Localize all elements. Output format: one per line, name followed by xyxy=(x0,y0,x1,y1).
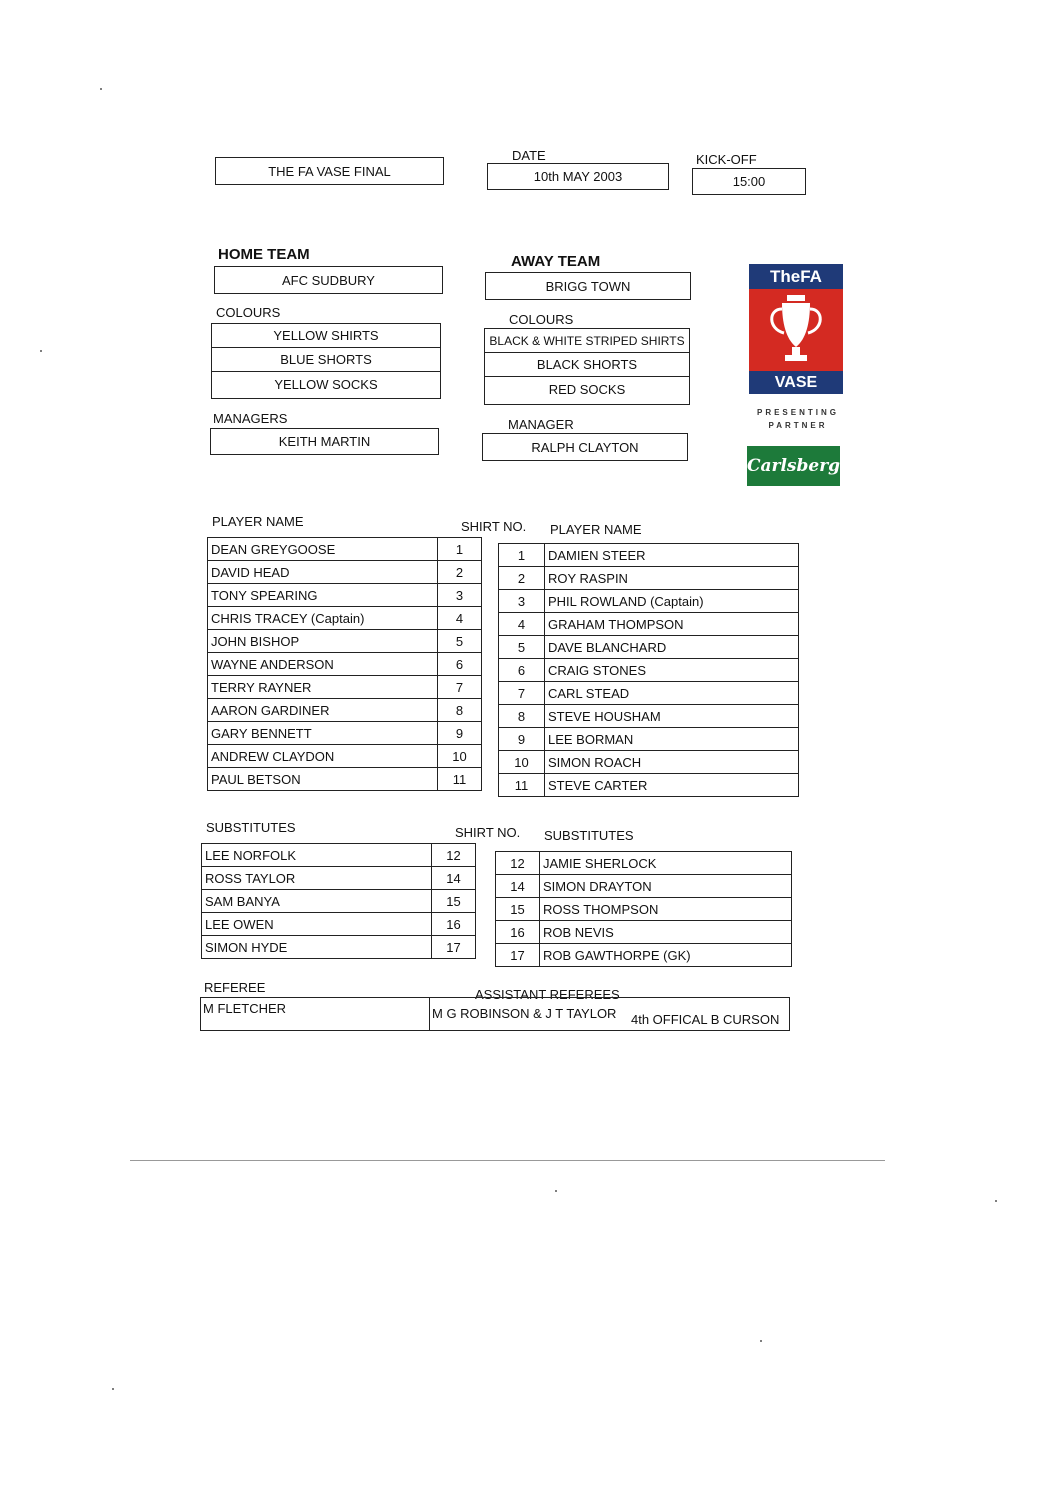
fa-logo-text: TheFA xyxy=(770,266,822,286)
fa-vase-logo xyxy=(749,264,843,394)
officials-row xyxy=(200,997,790,1031)
away-subs-number: 15 xyxy=(496,898,540,921)
home-colours-list xyxy=(211,323,441,399)
home-subs-name: SIMON HYDE xyxy=(202,936,432,959)
home-players-name: DEAN GREYGOOSE xyxy=(208,538,438,561)
away-players-name: PHIL ROWLAND (Captain) xyxy=(545,590,799,613)
away-subs-number: 14 xyxy=(496,875,540,898)
speck xyxy=(40,350,42,352)
away-subs-name: ROB NEVIS xyxy=(540,921,792,944)
away-subs-row xyxy=(496,875,792,898)
away-players-number: 10 xyxy=(499,751,545,774)
away-subs-row xyxy=(496,898,792,921)
away-players-name: SIMON ROACH xyxy=(545,751,799,774)
home-players-row xyxy=(208,561,482,584)
date-value: 10th MAY 2003 xyxy=(533,169,623,184)
home-team-name-field xyxy=(214,266,443,294)
competition-field xyxy=(215,157,444,185)
home-subs-row xyxy=(202,936,476,959)
home-players-row xyxy=(208,699,482,722)
away-players-name: ROY RASPIN xyxy=(545,567,799,590)
competition-value: THE FA VASE FINAL xyxy=(268,163,391,179)
home-players-name: PAUL BETSON xyxy=(208,768,438,791)
away-subs-number: 16 xyxy=(496,921,540,944)
home-colour-shorts: BLUE SHORTS xyxy=(212,348,440,372)
speck xyxy=(995,1200,997,1202)
home-players-number: 7 xyxy=(438,676,482,699)
away-players-row xyxy=(499,544,799,567)
trophy-icon xyxy=(749,289,843,371)
trophy-panel xyxy=(749,289,843,371)
away-manager: RALPH CLAYTON xyxy=(531,439,639,455)
home-players-row xyxy=(208,768,482,791)
away-players-number: 4 xyxy=(499,613,545,636)
away-players-name: LEE BORMAN xyxy=(545,728,799,751)
away-players-name: DAMIEN STEER xyxy=(545,544,799,567)
home-players-number: 4 xyxy=(438,607,482,630)
away-players-row xyxy=(499,682,799,705)
fourth-official-value: 4th OFFICAL B CURSON xyxy=(631,1012,780,1027)
away-players-row xyxy=(499,659,799,682)
date-label: DATE xyxy=(512,148,546,163)
away-team-name: BRIGG TOWN xyxy=(545,278,631,294)
home-subs-number: 12 xyxy=(432,844,476,867)
away-player-name-header: PLAYER NAME xyxy=(550,522,642,537)
away-subs-name: SIMON DRAYTON xyxy=(540,875,792,898)
away-players-number: 1 xyxy=(499,544,545,567)
away-subs-number: 17 xyxy=(496,944,540,967)
home-player-name-header: PLAYER NAME xyxy=(212,514,304,529)
home-team-heading: HOME TEAM xyxy=(218,246,310,263)
kickoff-value: 15:00 xyxy=(732,174,766,189)
away-manager-field xyxy=(482,433,688,461)
away-colours-label: COLOURS xyxy=(509,312,574,327)
home-players-number: 5 xyxy=(438,630,482,653)
home-players-name: AARON GARDINER xyxy=(208,699,438,722)
away-players-number: 6 xyxy=(499,659,545,682)
away-players-row xyxy=(499,705,799,728)
referee-label: REFEREE xyxy=(204,980,266,995)
subs-shirt-no-header: SHIRT NO. xyxy=(455,825,521,840)
home-players-number: 6 xyxy=(438,653,482,676)
away-colours-list xyxy=(484,328,690,405)
home-manager-label: MANAGERS xyxy=(213,411,288,426)
away-subs-row xyxy=(496,852,792,875)
home-players-number: 10 xyxy=(438,745,482,768)
partner-text: PARTNER xyxy=(768,421,828,430)
assistants-value: M G ROBINSON & J T TAYLOR xyxy=(432,1006,617,1021)
away-players-name: GRAHAM THOMPSON xyxy=(545,613,799,636)
home-players-row xyxy=(208,653,482,676)
away-colour-shorts: BLACK SHORTS xyxy=(485,353,689,377)
home-players-row xyxy=(208,584,482,607)
presenting-text: PRESENTING xyxy=(756,408,839,417)
away-team-heading: AWAY TEAM xyxy=(511,253,601,270)
away-players-row xyxy=(499,636,799,659)
away-subs-number: 12 xyxy=(496,852,540,875)
away-players-number: 8 xyxy=(499,705,545,728)
home-players-name: TONY SPEARING xyxy=(208,584,438,607)
home-colour-shirts: YELLOW SHIRTS xyxy=(212,324,440,348)
away-players-number: 5 xyxy=(499,636,545,659)
home-players-name: GARY BENNETT xyxy=(208,722,438,745)
away-subs-row xyxy=(496,944,792,967)
home-subs-number: 15 xyxy=(432,890,476,913)
away-players-row xyxy=(499,590,799,613)
shirt-no-header: SHIRT NO. xyxy=(461,519,527,534)
away-players-number: 7 xyxy=(499,682,545,705)
home-subs-name: LEE OWEN xyxy=(202,913,432,936)
away-players-name: DAVE BLANCHARD xyxy=(545,636,799,659)
home-subs-number: 14 xyxy=(432,867,476,890)
home-colours-label: COLOURS xyxy=(216,305,281,320)
away-subs-table xyxy=(495,851,792,967)
carlsberg-text: Carlsberg xyxy=(746,456,841,476)
home-players-name: CHRIS TRACEY (Captain) xyxy=(208,607,438,630)
away-players-number: 9 xyxy=(499,728,545,751)
away-subs-header: SUBSTITUTES xyxy=(544,828,634,843)
home-players-number: 3 xyxy=(438,584,482,607)
away-colour-socks: RED SOCKS xyxy=(548,381,626,397)
home-players-name: DAVID HEAD xyxy=(208,561,438,584)
home-subs-row xyxy=(202,867,476,890)
home-colour-socks: YELLOW SOCKS xyxy=(274,376,378,392)
fa-logo-top xyxy=(749,264,843,289)
home-players-name: JOHN BISHOP xyxy=(208,630,438,653)
page-divider-line xyxy=(130,1160,885,1161)
home-players-row xyxy=(208,607,482,630)
home-players-number: 9 xyxy=(438,722,482,745)
carlsberg-logo xyxy=(747,446,840,486)
away-subs-name: JAMIE SHERLOCK xyxy=(540,852,792,875)
home-subs-name: SAM BANYA xyxy=(202,890,432,913)
away-team-name-field xyxy=(485,272,691,300)
home-subs-name: ROSS TAYLOR xyxy=(202,867,432,890)
away-manager-label: MANAGER xyxy=(508,417,574,432)
home-subs-row xyxy=(202,890,476,913)
home-players-row xyxy=(208,630,482,653)
home-subs-number: 17 xyxy=(432,936,476,959)
home-players-table xyxy=(207,537,482,791)
away-players-row xyxy=(499,774,799,797)
away-players-number: 3 xyxy=(499,590,545,613)
home-players-name: ANDREW CLAYDON xyxy=(208,745,438,768)
home-team-name: AFC SUDBURY xyxy=(282,272,375,288)
home-players-number: 2 xyxy=(438,561,482,584)
home-subs-row xyxy=(202,844,476,867)
vase-logo-bottom xyxy=(749,371,843,394)
away-players-row xyxy=(499,613,799,636)
speck xyxy=(555,1190,557,1192)
home-players-name: WAYNE ANDERSON xyxy=(208,653,438,676)
speck xyxy=(760,1340,762,1342)
kickoff-field xyxy=(692,168,806,195)
home-players-number: 1 xyxy=(438,538,482,561)
home-manager-field xyxy=(210,428,439,455)
home-players-number: 11 xyxy=(438,768,482,791)
home-subs-row xyxy=(202,913,476,936)
away-players-name: STEVE HOUSHAM xyxy=(545,705,799,728)
away-players-table xyxy=(498,543,799,797)
away-subs-name: ROB GAWTHORPE (GK) xyxy=(540,944,792,967)
home-players-row xyxy=(208,538,482,561)
away-players-name: CARL STEAD xyxy=(545,682,799,705)
away-players-name: CRAIG STONES xyxy=(545,659,799,682)
speck xyxy=(100,88,102,90)
away-subs-name: ROSS THOMPSON xyxy=(540,898,792,921)
referee-cell xyxy=(201,998,430,1030)
away-players-number: 2 xyxy=(499,567,545,590)
home-subs-table xyxy=(201,843,476,959)
referee-value: M FLETCHER xyxy=(203,1001,287,1016)
away-players-row xyxy=(499,751,799,774)
vase-logo-text: VASE xyxy=(774,373,818,391)
home-players-row xyxy=(208,722,482,745)
home-players-name: TERRY RAYNER xyxy=(208,676,438,699)
away-players-row xyxy=(499,728,799,751)
home-subs-header: SUBSTITUTES xyxy=(206,820,296,835)
home-players-number: 8 xyxy=(438,699,482,722)
home-players-row xyxy=(208,745,482,768)
date-field xyxy=(487,163,669,190)
away-players-name: STEVE CARTER xyxy=(545,774,799,797)
speck xyxy=(112,1388,114,1390)
away-colour-shirts: BLACK & WHITE STRIPED SHIRTS xyxy=(485,329,689,353)
home-manager: KEITH MARTIN xyxy=(278,434,371,449)
home-subs-number: 16 xyxy=(432,913,476,936)
away-players-row xyxy=(499,567,799,590)
away-players-number: 11 xyxy=(499,774,545,797)
kickoff-label: KICK-OFF xyxy=(696,152,757,167)
home-players-row xyxy=(208,676,482,699)
assistants-label: ASSISTANT REFEREES xyxy=(475,987,620,1002)
home-subs-name: LEE NORFOLK xyxy=(202,844,432,867)
away-subs-row xyxy=(496,921,792,944)
